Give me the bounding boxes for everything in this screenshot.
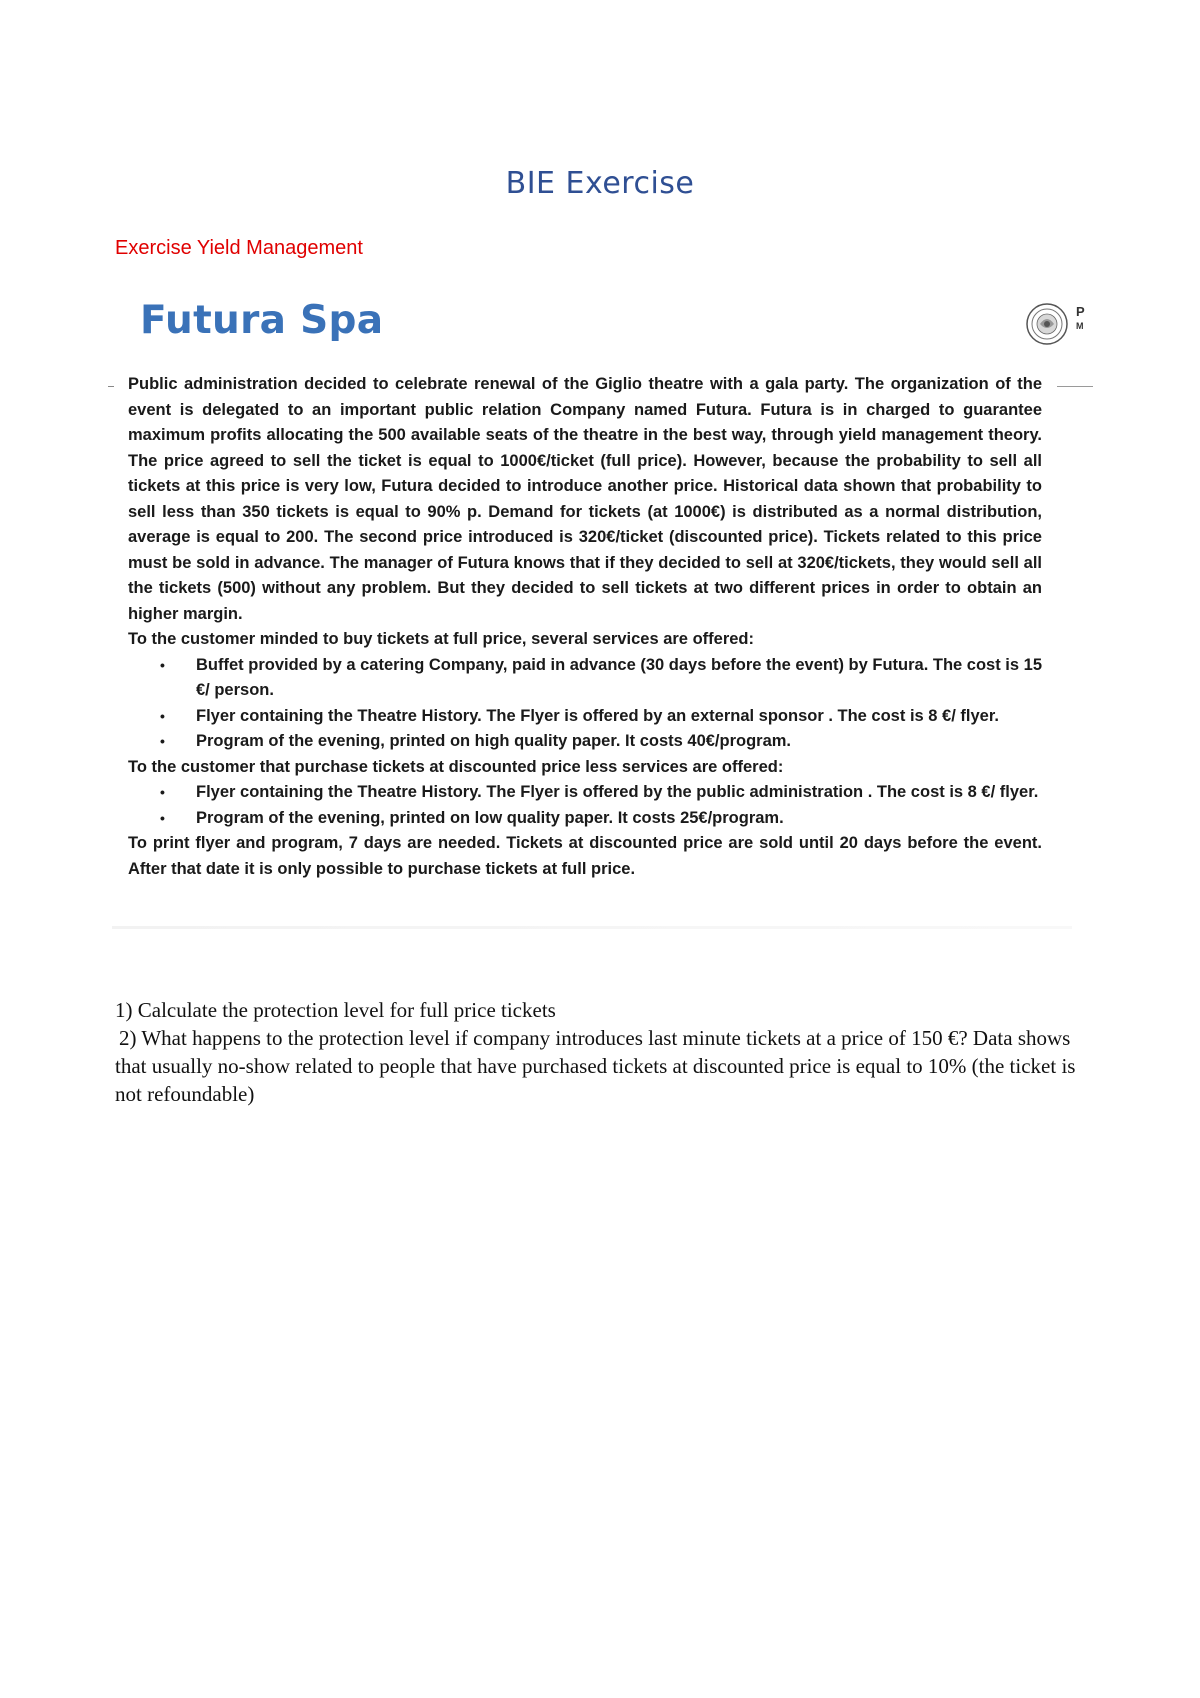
excerpt-bottom-edge [112, 926, 1072, 929]
question-1: 1) Calculate the protection level for full price tickets [115, 998, 556, 1022]
bullet-icon: • [160, 656, 165, 673]
list-item-text: Flyer containing the Theatre History. The Flyer is offered by an external sponsor . The cost is 8 €/ flyer. [196, 706, 999, 725]
right-rule [1057, 386, 1093, 387]
questions [115, 996, 1090, 1108]
list-item-text: Program of the evening, printed on low quality paper. It costs 25€/program. [196, 808, 784, 827]
university-seal-icon [1025, 302, 1069, 346]
exercise-excerpt-image [112, 290, 1097, 930]
discount-intro: To the customer that purchase tickets at discounted price less services are offered: [128, 757, 784, 776]
discount-services-list [128, 780, 1042, 831]
list-item [160, 780, 1042, 806]
full-price-services-list [128, 653, 1042, 755]
list-item-text: Flyer containing the Theatre History. The Flyer is offered by the public administration . The cost is 8 €/ flyer. [196, 783, 1039, 801]
excerpt-heading: Futura Spa [140, 298, 384, 343]
bullet-icon: • [160, 707, 165, 724]
bullet-icon: • [160, 784, 165, 800]
excerpt-body [128, 372, 1042, 882]
excerpt-closing: To print flyer and program, 7 days are needed. Tickets at discounted price are sold until 20 days before the event. After that date it is only possible to purchase tickets at full price. [128, 834, 1042, 878]
seal-label-line-2: M [1076, 321, 1084, 331]
left-margin-mark [108, 386, 114, 387]
bullet-icon: • [160, 809, 165, 826]
seal-label [1076, 305, 1085, 333]
page-title: BIE Exercise [505, 166, 695, 201]
list-item-text: Program of the evening, printed on high quality paper. It costs 40€/program. [196, 732, 792, 750]
question-2: 2) What happens to the protection level if company introduces last minute tickets at a price of 150 €? Data shows that usually no-show related to people that have purchased tickets at discounted price is equal to 10% (the ticket is not refoundable) [115, 1026, 1076, 1106]
excerpt-paragraph: Public administration decided to celebrate renewal of the Giglio theatre with a gala party. The organization of the event is delegated to an important public relation Company named Futura. Futura is in charged to guarantee maximum profits allocating the 500 available seats of the theatre in the best way, through yield management theory. The price agreed to sell the ticket is equal to 1000€/ticket (full price). However, because the probability to sell all tickets at this price is very low, Futura decided to introduce another price. Historical data shown that probability to sell less than 350 tickets is equal to 90% p. Demand for tickets (at 1000€) is distributed as a normal distribution, average is equal to 200. The second price introduced is 320€/ticket (discounted price). Tickets related to this price must be sold in advance. The manager of Futura knows that if they decided to sell at 320€/tickets, they would sell all the tickets (500) without any problem. But they decided to sell tickets at two different prices in order to obtain an higher margin. [128, 375, 1042, 623]
list-item-text: Buffet provided by a catering Company, paid in advance (30 days before the event) by Futura. The cost is 15 €/ person. [196, 655, 1042, 699]
full-price-intro: To the customer minded to buy tickets at full price, several services are offered: [128, 630, 754, 648]
bullet-icon: • [160, 733, 165, 749]
section-subtitle: Exercise Yield Management [115, 237, 363, 259]
list-item [160, 806, 1042, 832]
list-item [160, 729, 1042, 755]
list-item [160, 653, 1042, 704]
list-item [160, 704, 1042, 730]
seal-label-line-1: P [1076, 304, 1085, 319]
